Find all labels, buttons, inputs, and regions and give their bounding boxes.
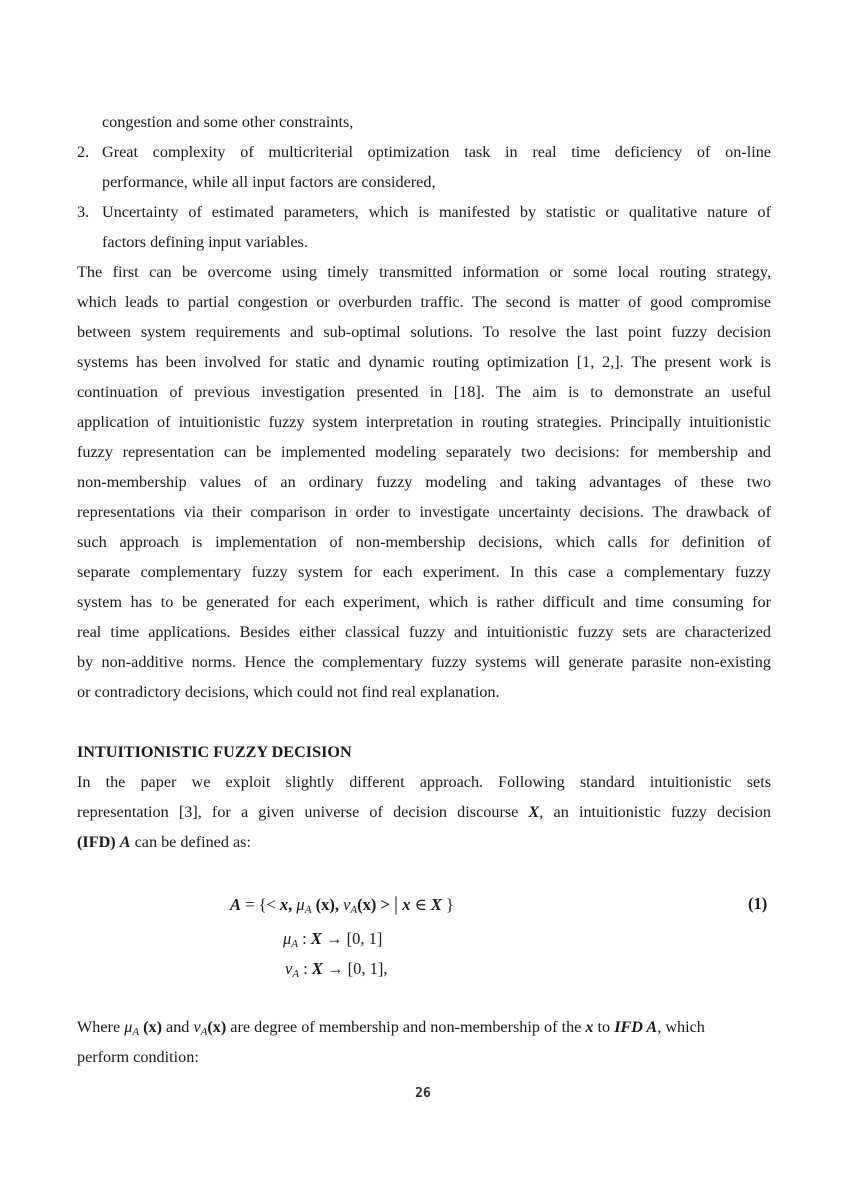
- map-X: X: [310, 929, 322, 948]
- map-colon: :: [298, 929, 311, 948]
- map-colon: :: [299, 959, 312, 978]
- eq-A: A: [230, 895, 242, 914]
- paragraph-line: fuzzy representation can be implemented modeling separately two decisions: for membership and: [77, 443, 771, 461]
- page-number: 26: [415, 1086, 431, 1101]
- paragraph-line: by non-additive norms. Hence the complementary fuzzy systems will generate parasite non-existing: [77, 653, 771, 671]
- eq-X: X: [430, 895, 442, 914]
- text-span: representation [3], for a given universe of decision discourse: [77, 803, 529, 821]
- text-span: can be defined as:: [130, 833, 251, 851]
- list-item-line: factors defining input variables.: [102, 233, 308, 251]
- paragraph-line: representations via their comparison in order to investigate uncertainty decisions. The drawback of: [77, 503, 771, 521]
- ifd-A: IFD A: [614, 1018, 658, 1036]
- paragraph-line: non-membership values of an ordinary fuzzy modeling and taking advantages of these two: [77, 473, 771, 491]
- arrow-icon: →: [322, 959, 348, 978]
- paragraph-line: separate complementary fuzzy system for each experiment. In this case a complementary fuzzy: [77, 563, 771, 581]
- text-span: , which: [657, 1018, 705, 1036]
- map-nu: ν: [285, 959, 293, 978]
- map-sub: A: [291, 938, 299, 950]
- variable-x: x: [585, 1018, 594, 1036]
- eq-arg2: (x): [357, 895, 377, 914]
- list-item-line: Uncertainty of estimated parameters, which is manifested by statistic or qualitative nature of: [102, 203, 771, 221]
- text-span: , an intuitionistic fuzzy decision: [539, 803, 771, 821]
- map-range: [0, 1],: [347, 959, 388, 978]
- arrow-icon: →: [321, 929, 347, 948]
- sub-A: A: [200, 1026, 208, 1038]
- eq-nu: ν: [343, 895, 351, 914]
- paragraph-line: [77, 802, 771, 822]
- list-number: 3.: [77, 203, 90, 221]
- eq-cond-x: x: [398, 895, 411, 914]
- eq-bar: |: [394, 893, 399, 915]
- list-item-line: performance, while all input factors are considered,: [102, 173, 436, 191]
- list-number: 2.: [77, 143, 90, 161]
- eq-close: >: [376, 895, 395, 914]
- paragraph-line: continuation of previous investigation presented in [18]. The aim is to demonstrate an useful: [77, 383, 771, 401]
- eq-mu: μ: [296, 895, 305, 914]
- paragraph-line: between system requirements and sub-optimal solutions. To resolve the last point fuzzy decision: [77, 323, 771, 341]
- paragraph-line: system has to be generated for each experiment, which is rather difficult and time consuming for: [77, 593, 771, 611]
- eq-sub: A: [304, 904, 312, 916]
- nu-symbol: ν: [193, 1018, 201, 1036]
- list-item-line: Great complexity of multicriterial optimization task in real time deficiency of on-line: [102, 143, 771, 161]
- eq-in: ∈: [410, 895, 431, 914]
- variable-X: X: [528, 803, 540, 821]
- paragraph-line: application of intuitionistic fuzzy system interpretation in routing strategies. Principally intuitionistic: [77, 413, 771, 431]
- list-continuation: congestion and some other constraints,: [102, 113, 354, 131]
- eq-x: x: [279, 895, 289, 914]
- abbr-IFD: (IFD): [77, 833, 116, 851]
- sub-A: A: [132, 1026, 140, 1038]
- text-span: to: [593, 1018, 615, 1036]
- paragraph-line: which leads to partial congestion or overburden traffic. The second is matter of good compromise: [77, 293, 771, 311]
- eq-open: = {<: [241, 895, 280, 914]
- paragraph-line: In the paper we exploit slightly different approach. Following standard intuitionistic sets: [77, 773, 771, 791]
- eq-comma: ,: [288, 895, 297, 914]
- text-span: Where: [77, 1018, 125, 1036]
- equation-map-mu: [283, 929, 382, 954]
- map-sub: A: [292, 968, 300, 980]
- eq-end: }: [441, 895, 454, 914]
- eq-arg: (x): [311, 895, 335, 914]
- paragraph-line: The first can be overcome using timely transmitted information or some local routing strategy,: [77, 263, 771, 281]
- map-X: X: [311, 959, 323, 978]
- eq-sub: A: [350, 904, 358, 916]
- paragraph-line: perform condition:: [77, 1048, 199, 1066]
- text-span: and: [161, 1018, 194, 1036]
- equation-map-nu: [285, 959, 388, 984]
- mu-symbol: μ: [124, 1018, 133, 1036]
- text-span: are degree of membership and non-membership of the: [226, 1018, 586, 1036]
- section-heading: INTUITIONISTIC FUZZY DECISION: [77, 743, 352, 761]
- equation-main: A = {< x, $\mu_A$ (x), $\nu_A(x)$ > | x ∈ X }: [230, 893, 454, 916]
- paragraph-line: real time applications. Besides either classical fuzzy and intuitionistic fuzzy sets are characterized: [77, 623, 771, 641]
- equation-number: (1): [748, 894, 768, 913]
- paragraph-line: such approach is implementation of non-membership decisions, which calls for definition of: [77, 533, 771, 551]
- paragraph-line: [77, 1017, 771, 1042]
- map-mu: μ: [283, 929, 292, 948]
- paragraph-line: [77, 832, 771, 852]
- nu-arg: (x): [207, 1018, 227, 1036]
- paragraph-line: or contradictory decisions, which could not find real explanation.: [77, 683, 500, 701]
- map-range: [0, 1]: [346, 929, 383, 948]
- variable-A: A: [119, 833, 131, 851]
- mu-arg: (x): [139, 1018, 162, 1036]
- paragraph-line: systems has been involved for static and dynamic routing optimization [1, 2,]. The present work is: [77, 353, 771, 371]
